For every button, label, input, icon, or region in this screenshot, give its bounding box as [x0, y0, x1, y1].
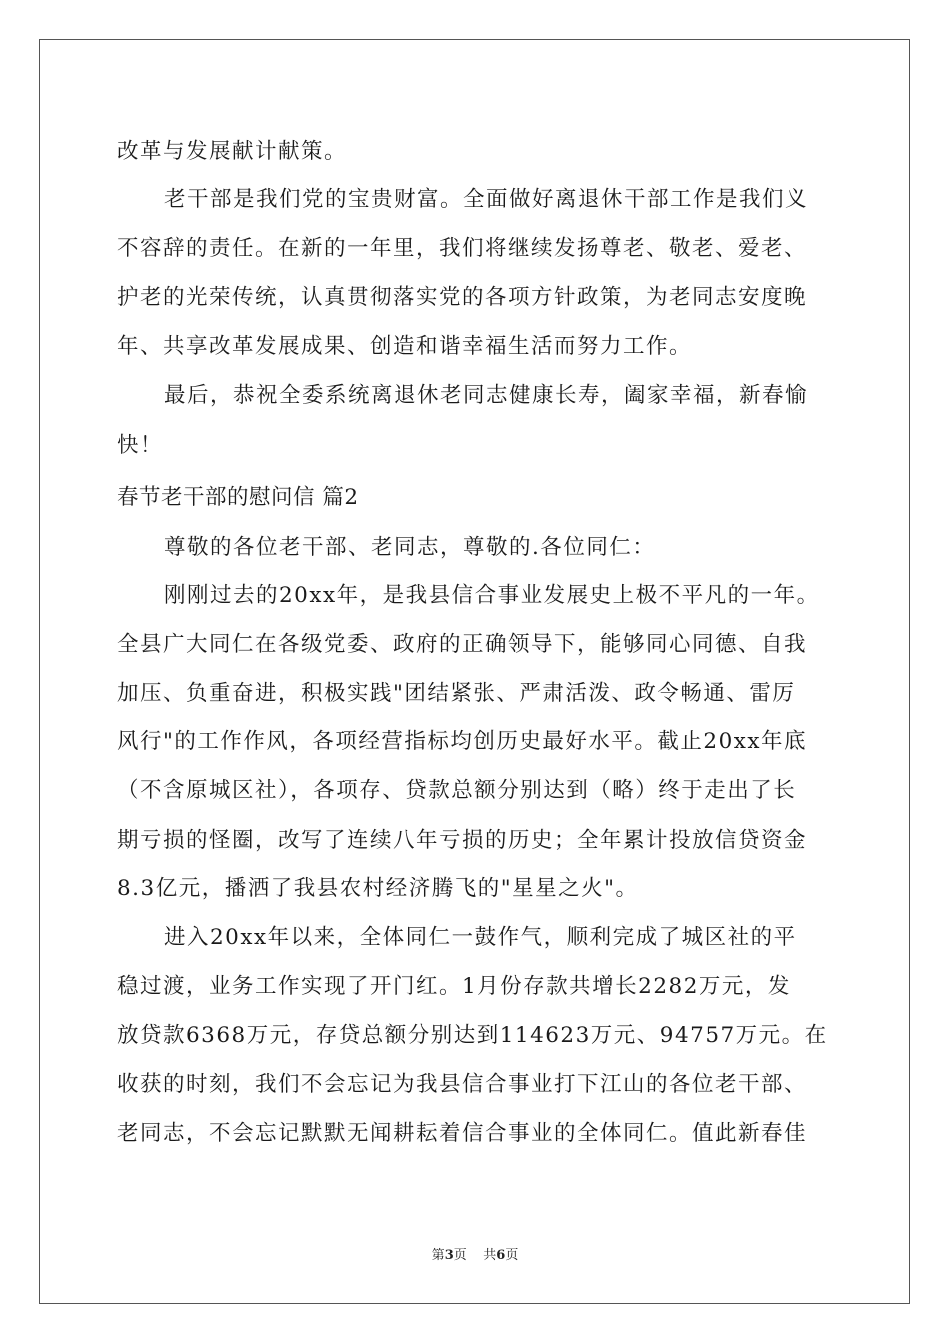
- paragraph-line: 期亏损的怪圈，改写了连续八年亏损的历史；全年累计投放信贷资金: [117, 828, 808, 853]
- paragraph-line: （不含原城区社），各项存、贷款总额分别达到（略）终于走出了长: [117, 778, 797, 803]
- paragraph-line: 最后，恭祝全委系统离退休老同志健康长寿，阖家幸福，新春愉: [164, 383, 809, 408]
- paragraph-line: 收获的时刻，我们不会忘记为我县信合事业打下江山的各位老干部、: [117, 1072, 808, 1097]
- paragraph-line: 放贷款6368万元，存贷总额分别达到114623万元、94757万元。在: [117, 1023, 828, 1048]
- total-page-number: 6: [496, 1248, 506, 1263]
- page-mid: 页 共: [453, 1248, 497, 1263]
- page-border: [39, 39, 910, 1304]
- paragraph-line: 改革与发展献计献策。: [117, 139, 348, 164]
- paragraph-line: 进入20xx年以来，全体同仁一鼓作气，顺利完成了城区社的平: [164, 925, 797, 950]
- salutation-line: 尊敬的各位老干部、老同志，尊敬的.各位同仁：: [164, 535, 656, 560]
- paragraph-line: 全县广大同仁在各级党委、政府的正确领导下，能够同心同德、自我: [117, 632, 808, 657]
- paragraph-line: 刚刚过去的20xx年，是我县信合事业发展史上极不平凡的一年。: [164, 583, 820, 608]
- page-suffix: 页: [505, 1248, 519, 1263]
- paragraph-line: 稳过渡，业务工作实现了开门红。1月份存款共增长2282万元，发: [117, 974, 791, 999]
- paragraph-line: 护老的光荣传统，认真贯彻落实党的各项方针政策，为老同志安度晚: [117, 285, 808, 310]
- page-prefix: 第: [431, 1248, 445, 1263]
- section-heading: 春节老干部的慰问信 篇2: [117, 485, 359, 510]
- paragraph-line: 加压、负重奋进，积极实践"团结紧张、严肃活泼、政令畅通、雷厉: [117, 681, 796, 706]
- current-page-number: 3: [444, 1248, 454, 1263]
- paragraph-line: 8.3亿元，播洒了我县农村经济腾飞的"星星之火"。: [117, 876, 639, 901]
- paragraph-line: 不容辞的责任。在新的一年里，我们将继续发扬尊老、敬老、爱老、: [117, 236, 808, 261]
- paragraph-line: 风行"的工作作风，各项经营指标均创历史最好水平。截止20xx年底: [117, 729, 808, 754]
- paragraph-line: 年、共享改革发展成果、创造和谐幸福生活而努力工作。: [117, 334, 693, 359]
- page-footer: [0, 1247, 950, 1265]
- paragraph-line: 老干部是我们党的宝贵财富。全面做好离退休干部工作是我们义: [164, 187, 809, 212]
- paragraph-line: 老同志，不会忘记默默无闻耕耘着信合事业的全体同仁。值此新春佳: [117, 1121, 808, 1146]
- paragraph-line: 快！: [117, 433, 164, 458]
